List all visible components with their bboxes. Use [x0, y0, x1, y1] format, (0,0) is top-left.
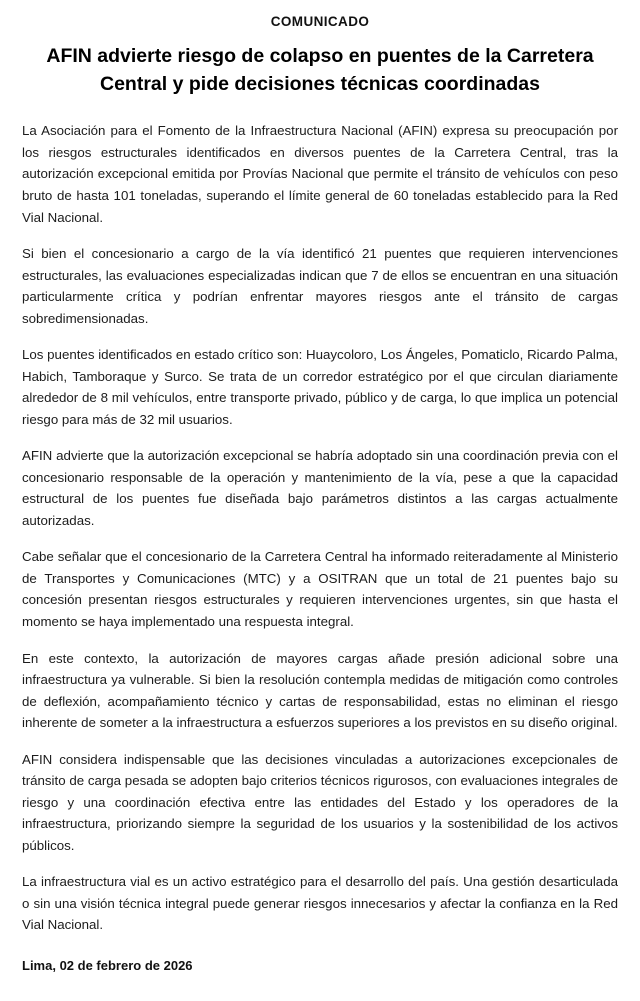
paragraph-6 [22, 648, 618, 734]
paragraph-2 [22, 243, 618, 329]
paragraph-4 [22, 445, 618, 531]
paragraph-text: La infraestructura vial es un activo estratégico para el desarrollo del país. Una gestión desarticulada o sin una visión técnica integral puede generar riesgos innecesarios y afectar la confianza en la Red Vial Nacional. [22, 874, 618, 933]
paragraph-5 [22, 546, 618, 632]
paragraph-text: La Asociación para el Fomento de la Infraestructura Nacional (AFIN) expresa su preocupación por los riesgos estructurales identificados en diversos puentes de la Carretera Central, tras la autorización excepcional emitida por Provías Nacional que permite el tránsito de vehículos con peso bruto de hasta 101 toneladas, superando el límite general de 60 toneladas establecido para la Red Vial Nacional. [22, 123, 618, 225]
paragraph-text: Los puentes identificados en estado crítico son: Huaycoloro, Los Ángeles, Pomaticlo, Ricardo Palma, Habich, Tamboraque y Surco. Se trata de un corredor estratégico por el que circulan diariamente alrededor de 8 mil vehículos, entre transporte privado, público y de carga, lo que implica un potencial riesgo para más de 32 mil usuarios. [22, 347, 618, 427]
document-kicker: COMUNICADO [270, 14, 370, 29]
paragraph-8 [22, 871, 618, 936]
bottom-spacer [22, 973, 618, 983]
page-title: AFIN advierte riesgo de colapso en puentes de la Carretera Central y pide decisiones técnicas coordinadas [46, 45, 594, 95]
paragraph-3 [22, 344, 618, 430]
paragraph-7 [22, 749, 618, 857]
paragraph-1 [22, 120, 618, 228]
paragraph-text: En este contexto, la autorización de mayores cargas añade presión adicional sobre una infraestructura ya vulnerable. Si bien la resolución contempla medidas de mitigación como controles de deflexión, acompañamiento técnico y cartas de responsabilidad, estas no eliminan el riesgo inherente de someter a la infraestructura a esfuerzos superiores a los previstos en su diseño original. [22, 650, 618, 731]
paragraph-text: Si bien el concesionario a cargo de la vía identificó 21 puentes que requieren intervenciones estructurales, las evaluaciones especializadas indican que 7 de ellos se encuentran en una situación particularmente crítica y podrían enfrentar mayores riesgos ante el tránsito de cargas sobredimensionadas. [22, 246, 618, 326]
paragraph-text: Cabe señalar que el concesionario de la Carretera Central ha informado reiteradamente al Ministerio de Transportes y Comunicaciones (MTC) y a OSITRAN que un total de 21 puentes bajo su concesión presentan riesgos estructurales y requieren intervenciones urgentes, sin que hasta el momento se haya implementado una respuesta integral. [22, 549, 618, 629]
paragraph-text: AFIN advierte que la autorización excepcional se habría adoptado sin una coordinación previa con el concesionario responsable de la operación y mantenimiento de la vía, pese a que la capacidad estructural de los puentes fue diseñada bajo parámetros distintos a las cargas actualmente autorizadas. [22, 448, 618, 528]
paragraph-text: AFIN considera indispensable que las decisiones vinculadas a autorizaciones excepcionales de tránsito de carga pesada se adopten bajo criterios técnicos rigurosos, con evaluaciones integrales de riesgo y una coordinación efectiva entre las entidades del Estado y los operadores de la infraestructura, priorizando siempre la seguridad de los usuarios y la sostenibilidad de los activos públicos. [22, 751, 618, 853]
document-signature: Lima, 02 de febrero de 2026 [22, 957, 193, 973]
